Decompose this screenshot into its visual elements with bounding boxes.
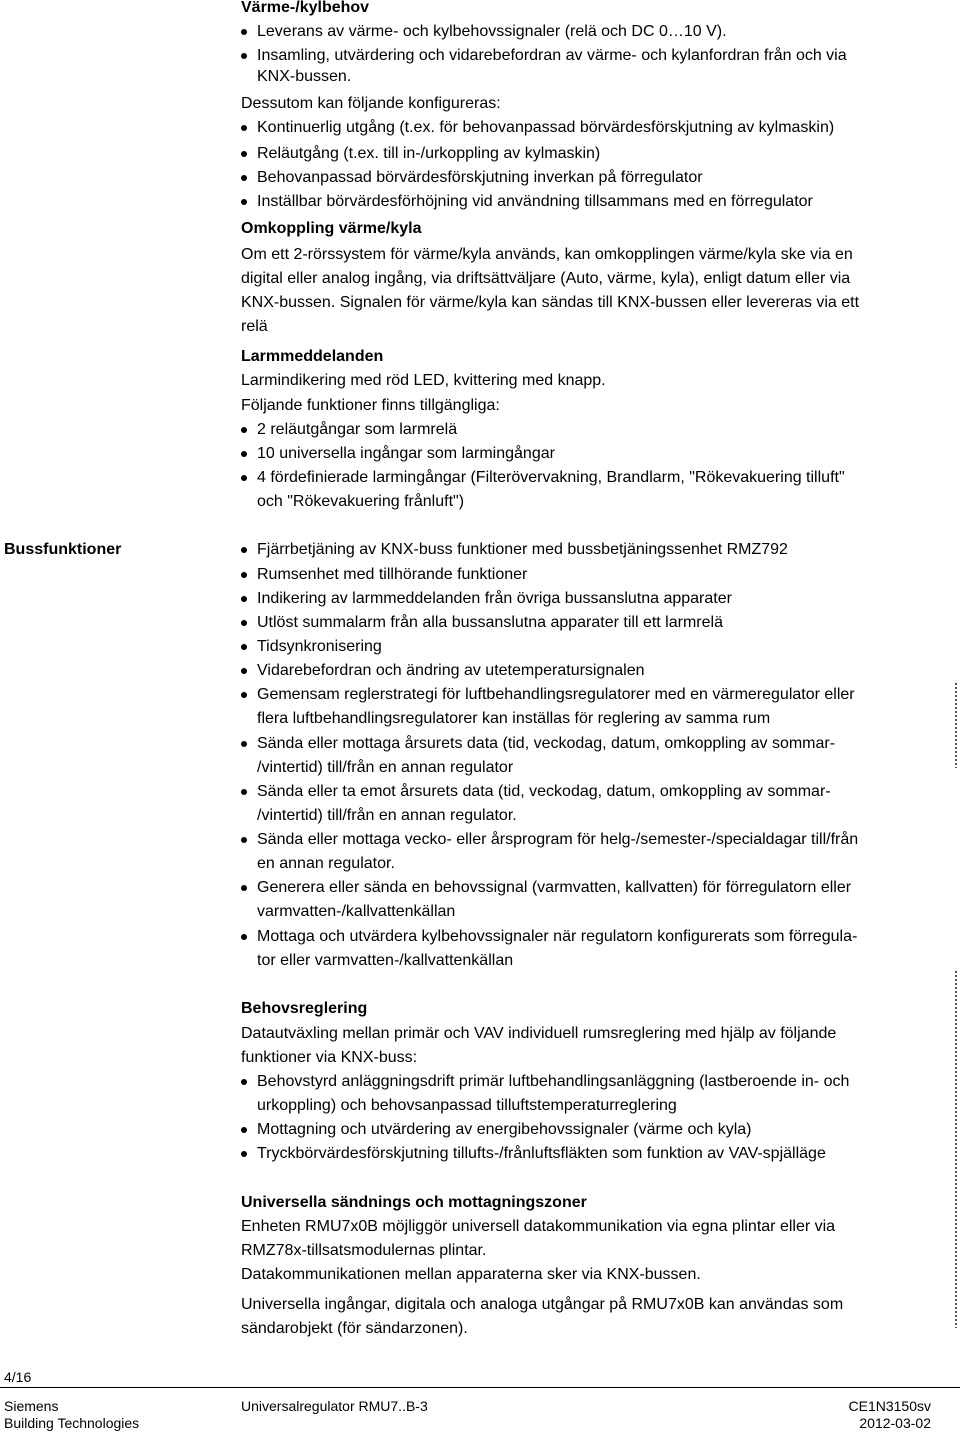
paragraph-line: KNX-bussen. Signalen för värme/kyla kan sändas till KNX-bussen eller levereras via ett — [241, 294, 860, 311]
list-item-continuation: varmvatten-/kallvattenkällan — [257, 903, 456, 920]
list-item: Inställbar börvärdesförhöjning vid användning tillsammans med en förregulator — [257, 193, 813, 210]
list-item: 10 universella ingångar som larmingångar — [257, 445, 555, 462]
list-item-continuation: flera luftbehandlingsregulatorer kan inställas för reglering av samma rum — [257, 710, 771, 727]
list-item: Mottaga och utvärdera kylbehovssignaler när regulatorn konfigurerats som förregula- — [257, 928, 858, 945]
list-item: Tidsynkronisering — [257, 638, 382, 655]
list-item: Generera eller sända en behovssignal (varmvatten, kallvatten) för förregulatorn eller — [257, 879, 852, 896]
side-label-bus-functions: Bussfunktioner — [4, 541, 122, 558]
paragraph-line: Om ett 2-rörssystem för värme/kyla används, kan omkopplingen värme/kyla ske via en — [241, 246, 853, 263]
section-heading-heating-cooling: Värme-/kylbehov — [241, 0, 370, 16]
margin-change-marker — [954, 970, 958, 1328]
list-item: Vidarebefordran och ändring av utetemperatursignalen — [257, 662, 645, 679]
footer-division: Building Technologies — [4, 1415, 140, 1431]
paragraph-line: sändarobjekt (för sändarzonen). — [241, 1320, 468, 1337]
section-heading-demand-control: Behovsreglering — [241, 1000, 368, 1017]
paragraph-line: Universella ingångar, digitala och analoga utgångar på RMU7x0B kan användas som — [241, 1296, 844, 1313]
footer-document-title: Universalregulator RMU7..B-3 — [241, 1398, 428, 1414]
section-heading-changeover: Omkoppling värme/kyla — [241, 220, 422, 237]
page-number: 4/16 — [4, 1369, 32, 1385]
list-item-continuation: och "Rökevakuering frånluft") — [257, 493, 465, 510]
list-item-continuation: en annan regulator. — [257, 855, 395, 872]
list-item-continuation: /vintertid) till/från en annan regulator. — [257, 807, 517, 824]
list-item: Sända eller ta emot årsurets data (tid, veckodag, datum, omkoppling av sommar- — [257, 783, 831, 800]
list-item-continuation: urkoppling) och behovsanpassad tilluftstemperaturreglering — [257, 1097, 677, 1114]
paragraph-line: Datakommunikationen mellan apparaterna sker via KNX-bussen. — [241, 1266, 701, 1283]
paragraph-line: digital eller analog ingång, via driftsättväljare (Auto, värme, kyla), enligt datum eller via — [241, 270, 851, 287]
list-item: Leverans av värme- och kylbehovssignaler (relä och DC 0…10 V). — [257, 23, 727, 40]
section-heading-alarms: Larmmeddelanden — [241, 348, 384, 365]
paragraph-line: funktioner via KNX-buss: — [241, 1049, 418, 1066]
list-item: Kontinuerlig utgång (t.ex. för behovanpassad börvärdesförskjutning av kylmaskin) — [257, 119, 835, 136]
list-item: Insamling, utvärdering och vidarebefordran av värme- och kylanfordran från och via — [257, 47, 847, 64]
footer-divider — [0, 1387, 960, 1388]
list-item: Rumsenhet med tillhörande funktioner — [257, 566, 528, 583]
list-item: Sända eller mottaga årsurets data (tid, veckodag, datum, omkoppling av sommar- — [257, 735, 836, 752]
list-item-continuation: tor eller varmvatten-/kallvattenkällan — [257, 952, 514, 969]
footer-document-id: CE1N3150sv — [848, 1398, 931, 1414]
configure-text: Dessutom kan följande konfigureras: — [241, 95, 501, 112]
paragraph-line: Larmindikering med röd LED, kvittering med knapp. — [241, 372, 606, 389]
paragraph-line: Enheten RMU7x0B möjliggör universell datakommunikation via egna plintar eller via — [241, 1218, 836, 1235]
margin-change-marker — [954, 682, 958, 768]
list-item: Behovanpassad börvärdesförskjutning inverkan på förregulator — [257, 169, 703, 186]
list-item: Mottagning och utvärdering av energibehovssignaler (värme och kyla) — [257, 1121, 752, 1138]
list-item: Fjärrbetjäning av KNX-buss funktioner med bussbetjäningssenhet RMZ792 — [257, 541, 788, 558]
list-item: Utlöst summalarm från alla bussanslutna apparater till ett larmrelä — [257, 614, 723, 631]
list-item-continuation: KNX-bussen. — [257, 68, 352, 85]
section-heading-zones: Universella sändnings och mottagningszoner — [241, 1194, 587, 1211]
paragraph-line: Datautväxling mellan primär och VAV individuell rumsreglering med hjälp av följande — [241, 1025, 837, 1042]
list-item: 4 fördefinierade larmingångar (Filterövervakning, Brandlarm, "Rökevakuering tilluft" — [257, 469, 845, 486]
paragraph-line: Följande funktioner finns tillgängliga: — [241, 397, 500, 414]
footer-company: Siemens — [4, 1398, 59, 1414]
paragraph-line: RMZ78x-tillsatsmodulernas plintar. — [241, 1242, 487, 1259]
list-item: Behovstyrd anläggningsdrift primär luftbehandlingsanläggning (lastberoende in- och — [257, 1073, 850, 1090]
list-item: Indikering av larmmeddelanden från övriga bussanslutna apparater — [257, 590, 732, 607]
list-item: Tryckbörvärdesförskjutning tillufts-/frånluftsfläkten som funktion av VAV-spjälläge — [257, 1145, 826, 1162]
list-item-continuation: /vintertid) till/från en annan regulator — [257, 759, 514, 776]
list-item: Sända eller mottaga vecko- eller årsprogram för helg-/semester-/specialdagar till/från — [257, 831, 859, 848]
list-item: 2 reläutgångar som larmrelä — [257, 421, 458, 438]
list-item: Reläutgång (t.ex. till in-/urkoppling av kylmaskin) — [257, 145, 601, 162]
footer-date: 2012-03-02 — [859, 1415, 931, 1431]
list-item: Gemensam reglerstrategi för luftbehandlingsregulatorer med en värmeregulator eller — [257, 686, 855, 703]
paragraph-line: relä — [241, 318, 268, 335]
